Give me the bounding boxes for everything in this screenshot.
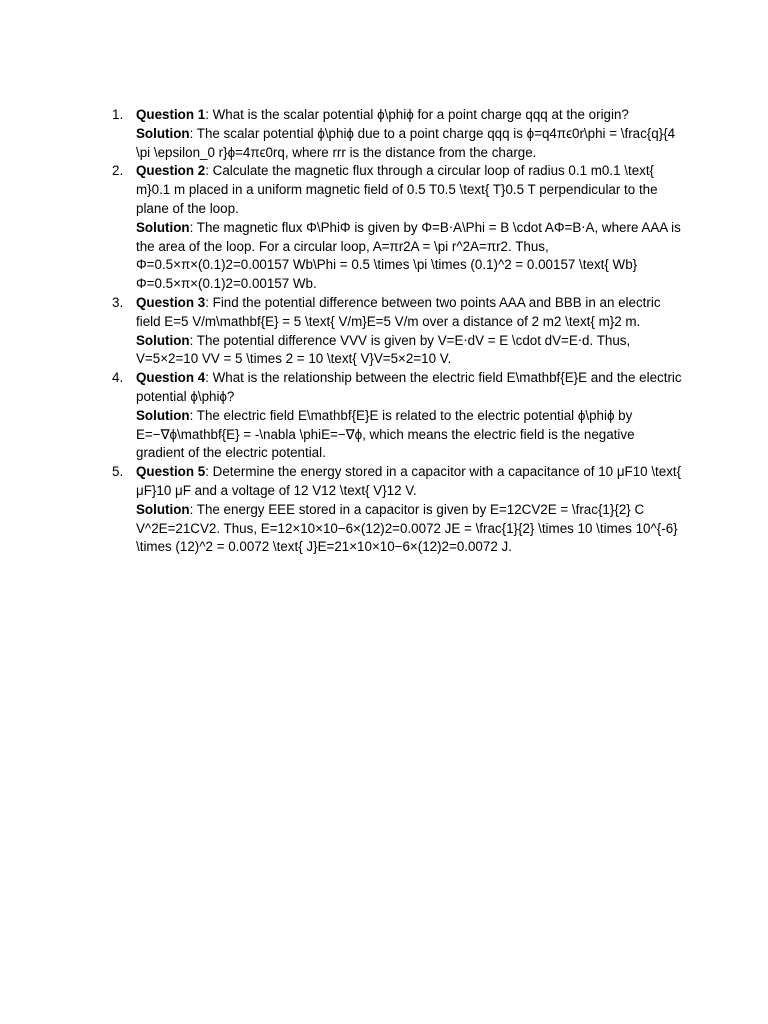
question-list [112,106,682,557]
question [136,162,682,218]
question [136,369,682,407]
solution-label: Solution [136,125,190,141]
item-number: 2. [112,163,124,179]
question-label: Question 2 [136,163,206,179]
solution-text: : The magnetic flux Φ\PhiΦ is given by Φ=B⋅A\Phi = B \cdot AΦ=B⋅A, where AAA is the area of the loop. For a circular loop, A=πr2A = \pi r^2A=πr2. Thus, Φ=0.5×π×(0.1)2=0.00157 Wb\Phi = 0.5 \times \pi \times (0.1)^2 = 0.00157 \text{ Wb}Φ=0.5×π×(0.1)2=0.00157 Wb. [136,219,681,292]
solution [136,501,682,557]
solution [136,219,682,294]
question-label: Question 1 [136,107,206,122]
item-number: 5. [112,464,124,480]
question-label: Question 3 [136,294,206,310]
list-item [112,294,682,369]
question-text: : Determine the energy stored in a capacitor with a capacitance of 10 μF10 \text{ μF}10 μF and a voltage of 12 V12 \text{ V}12 V. [136,464,682,498]
solution-text: : The electric field E\mathbf{E}E is related to the electric potential ϕ\phiϕ by E=−∇ϕ\mathbf{E} = -\nabla \phiE=−∇ϕ, which means the electric field is the negative gradient of the electric potential. [136,407,635,461]
question-text: : Calculate the magnetic flux through a circular loop of radius 0.1 m0.1 \text{ m}0.1 m placed in a uniform magnetic field of 0.5 T0.5 \text{ T}0.5 T perpendicular to the plane of the loop. [136,163,658,216]
solution-label: Solution [136,219,190,235]
item-number: 3. [112,294,124,310]
list-item [112,106,682,162]
solution-text: : The scalar potential ϕ\phiϕ due to a point charge qqq is ϕ=q4πϵ0r\phi = \frac{q}{4 \pi \epsilon_0 r}ϕ=4πϵ0rq, where rrr is the distance from the charge. [136,125,676,160]
item-number: 1. [112,107,124,122]
list-item [112,162,682,294]
question [136,294,682,332]
solution [136,332,682,370]
question-text: : What is the relationship between the electric field E\mathbf{E}E and the electric potential ϕ\phiϕ? [136,370,682,404]
solution-label: Solution [136,332,190,348]
solution-text: : The potential difference VVV is given by V=E⋅dV = E \cdot dV=E⋅d. Thus, V=5×2=10 VV = 5 \times 2 = 10 \text{ V}V=5×2=10 V. [136,332,631,367]
list-item [112,369,682,463]
question [136,106,682,125]
question [136,463,682,501]
list-item [112,463,682,557]
solution-label: Solution [136,501,190,517]
solution [136,407,682,463]
solution-label: Solution [136,407,190,423]
item-number: 4. [112,370,124,386]
solution-text: : The energy EEE stored in a capacitor is given by E=12CV2E = \frac{1}{2} C V^2E=21CV2. Thus, E=12×10×10−6×(12)2=0.0072 JE = \frac{1}{2} \times 10 \times 10^{-6} \times (12)^2 = 0.0072 \text{ J}E=21×10×10−6×(12)2=0.0072 J. [136,501,678,555]
question-text: : What is the scalar potential ϕ\phiϕ for a point charge qqq at the origin? [205,107,629,122]
question-text: : Find the potential difference between two points AAA and BBB in an electric field E=5 V/m\mathbf{E} = 5 \text{ V/m}E=5 V/m over a distance of 2 m2 \text{ m}2 m. [136,294,661,329]
question-label: Question 5 [136,464,206,480]
solution [136,125,682,163]
question-label: Question 4 [136,370,206,386]
